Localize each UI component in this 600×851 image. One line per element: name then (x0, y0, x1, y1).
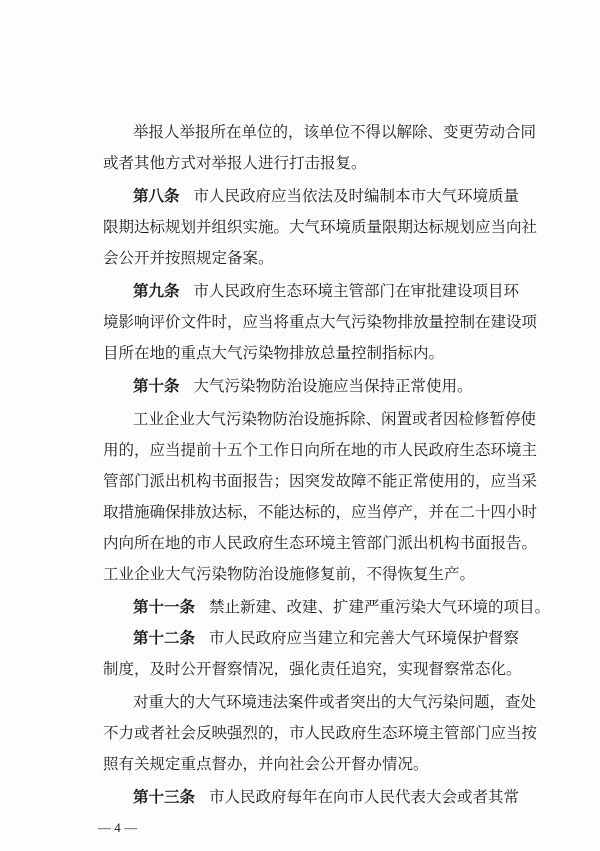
article-8-heading: 第八条 (133, 187, 180, 205)
para-line: 举报人举报所在单位的，该单位不得以解除、变更劳动合同 (133, 123, 537, 141)
article-10-text: 大气污染物防治设施应当保持正常使用。 (193, 377, 473, 395)
article-10-heading: 第十条 (133, 377, 180, 395)
article-9-heading: 第九条 (133, 282, 180, 300)
article-12-heading: 第十二条 (133, 629, 196, 647)
article-11-first-line (133, 595, 551, 619)
article-12-first-line (133, 626, 520, 650)
article-8-first-line (133, 184, 520, 208)
article-13-first-line (133, 785, 520, 809)
article-13-heading: 第十三条 (133, 788, 196, 806)
para-line: 内向所在地的市人民政府生态环境主管部门派出机构书面报告。 (103, 534, 538, 552)
para-line: 或者其他方式对举报人进行打击报复。 (103, 154, 367, 172)
article-11-heading: 第十一条 (133, 598, 196, 616)
para-line: 限期达标规划并组织实施。大气环境质量限期达标规划应当向社 (103, 218, 538, 236)
article-9-text: 市人民政府生态环境主管部门在审批建设项目环 (193, 282, 520, 300)
para-line: 用的，应当提前十五个工作日向所在地的市人民政府生态环境主 (103, 441, 538, 459)
para-line: 工业企业大气污染物防治设施拆除、闲置或者因检修暂停使 (133, 410, 537, 428)
para-line: 对重大的大气环境违法案件或者突出的大气污染问题，查处 (133, 693, 537, 711)
article-9-first-line (133, 279, 520, 303)
para-line: 不力或者社会反映强烈的，市人民政府生态环境主管部门应当按 (103, 724, 538, 742)
para-line: 取措施确保排放达标，不能达标的，应当停产，并在二十四小时 (103, 503, 538, 521)
para-line: 目所在地的重点大气污染物排放总量控制指标内。 (103, 344, 445, 362)
article-10-first-line (133, 374, 517, 398)
para-line: 管部门派出机构书面报告；因突发故障不能正常使用的，应当采 (103, 472, 538, 490)
para-line: 工业企业大气污染物防治设施修复前，不得恢复生产。 (103, 565, 476, 583)
article-12-text: 市人民政府应当建立和完善大气环境保护督察 (209, 629, 520, 647)
article-11-text: 禁止新建、改建、扩建严重污染大气环境的项目。 (209, 598, 551, 616)
para-line: 制度，及时公开督察情况，强化责任追究，实现督察常态化。 (103, 660, 522, 678)
para-line: 会公开并按照规定备案。 (103, 249, 274, 267)
article-8-text: 市人民政府应当依法及时编制本市大气环境质量 (193, 187, 520, 205)
page-number: — 4 — (98, 820, 137, 835)
para-line: 照有关规定重点督办，并向社会公开督办情况。 (103, 755, 429, 773)
article-13-text: 市人民政府每年在向市人民代表大会或者其常 (209, 788, 520, 806)
para-line: 境影响评价文件时，应当将重点大气污染物排放量控制在建设项 (103, 313, 538, 331)
